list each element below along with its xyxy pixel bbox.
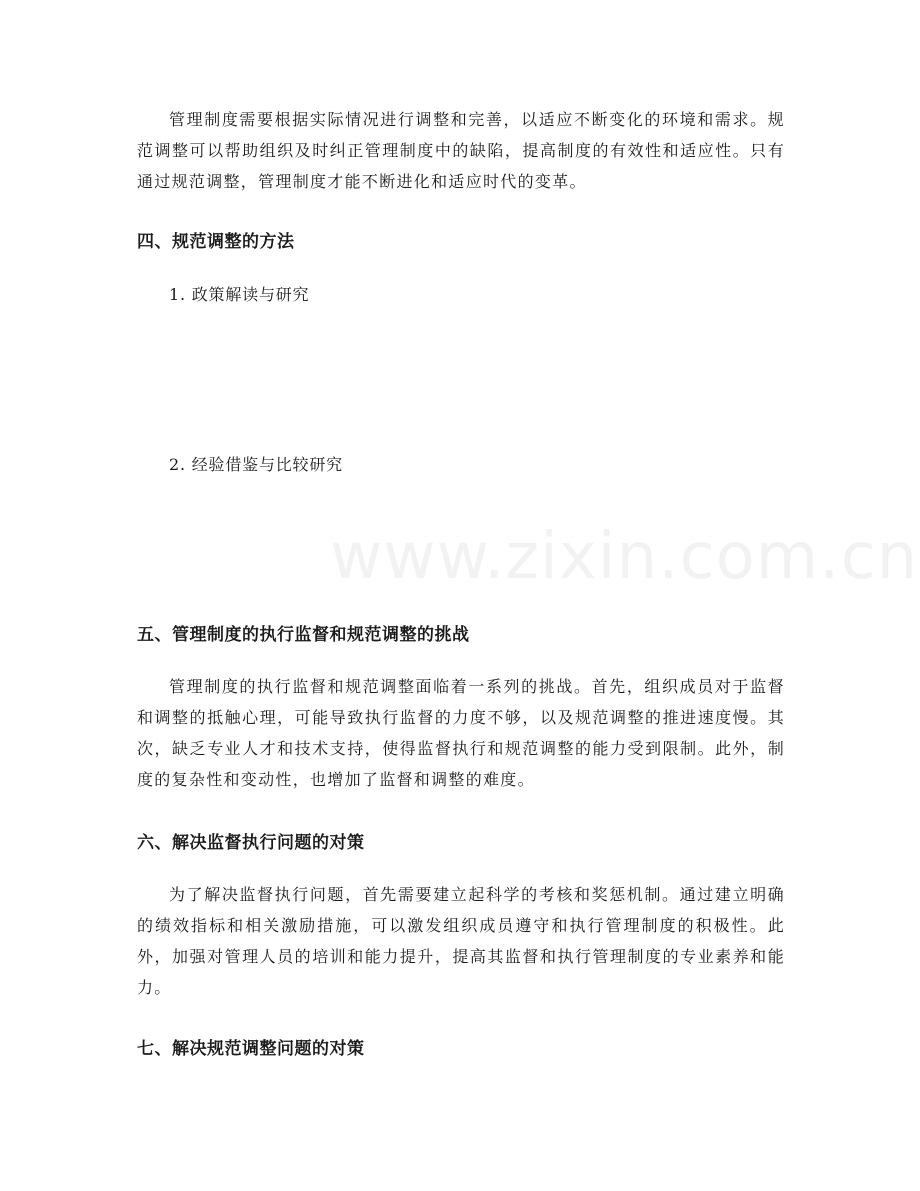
intro-paragraph: 管理制度需要根据实际情况进行调整和完善，以适应不断变化的环境和需求。规范调整可以帮助组织及时纠正管理制度中的缺陷，提高制度的有效性和适应性。只有通过规范调整，管理制度才能不断进化和适应时代的变革。 (137, 110, 785, 191)
section-6-heading: 六、解决监督执行问题的对策 (137, 833, 365, 853)
section-5-paragraph: 管理制度的执行监督和规范调整面临着一系列的挑战。首先，组织成员对于监督和调整的抵触心理，可能导致执行监督的力度不够，以及规范调整的推进速度慢。其次，缺乏专业人才和技术支持，使得监督执行和规范调整的能力受到限制。此外，制度的复杂性和变动性，也增加了监督和调整的难度。 (137, 677, 785, 789)
section-4-heading: 四、规范调整的方法 (137, 232, 295, 252)
section-7-heading: 七、解决规范调整问题的对策 (137, 1039, 365, 1059)
section-5-heading: 五、管理制度的执行监督和规范调整的挑战 (137, 625, 470, 645)
subheading-4-1: 1. 政策解读与研究 (169, 285, 310, 304)
subheading-4-2: 2. 经验借鉴与比较研究 (169, 455, 343, 474)
watermark: www.zixin.com.cn (330, 520, 919, 594)
section-6-paragraph: 为了解决监督执行问题，首先需要建立起科学的考核和奖惩机制。通过建立明确的绩效指标和相关激励措施，可以激发组织成员遵守和执行管理制度的积极性。此外，加强对管理人员的培训和能力提升，提高其监督和执行管理制度的专业素养和能力。 (137, 885, 785, 997)
